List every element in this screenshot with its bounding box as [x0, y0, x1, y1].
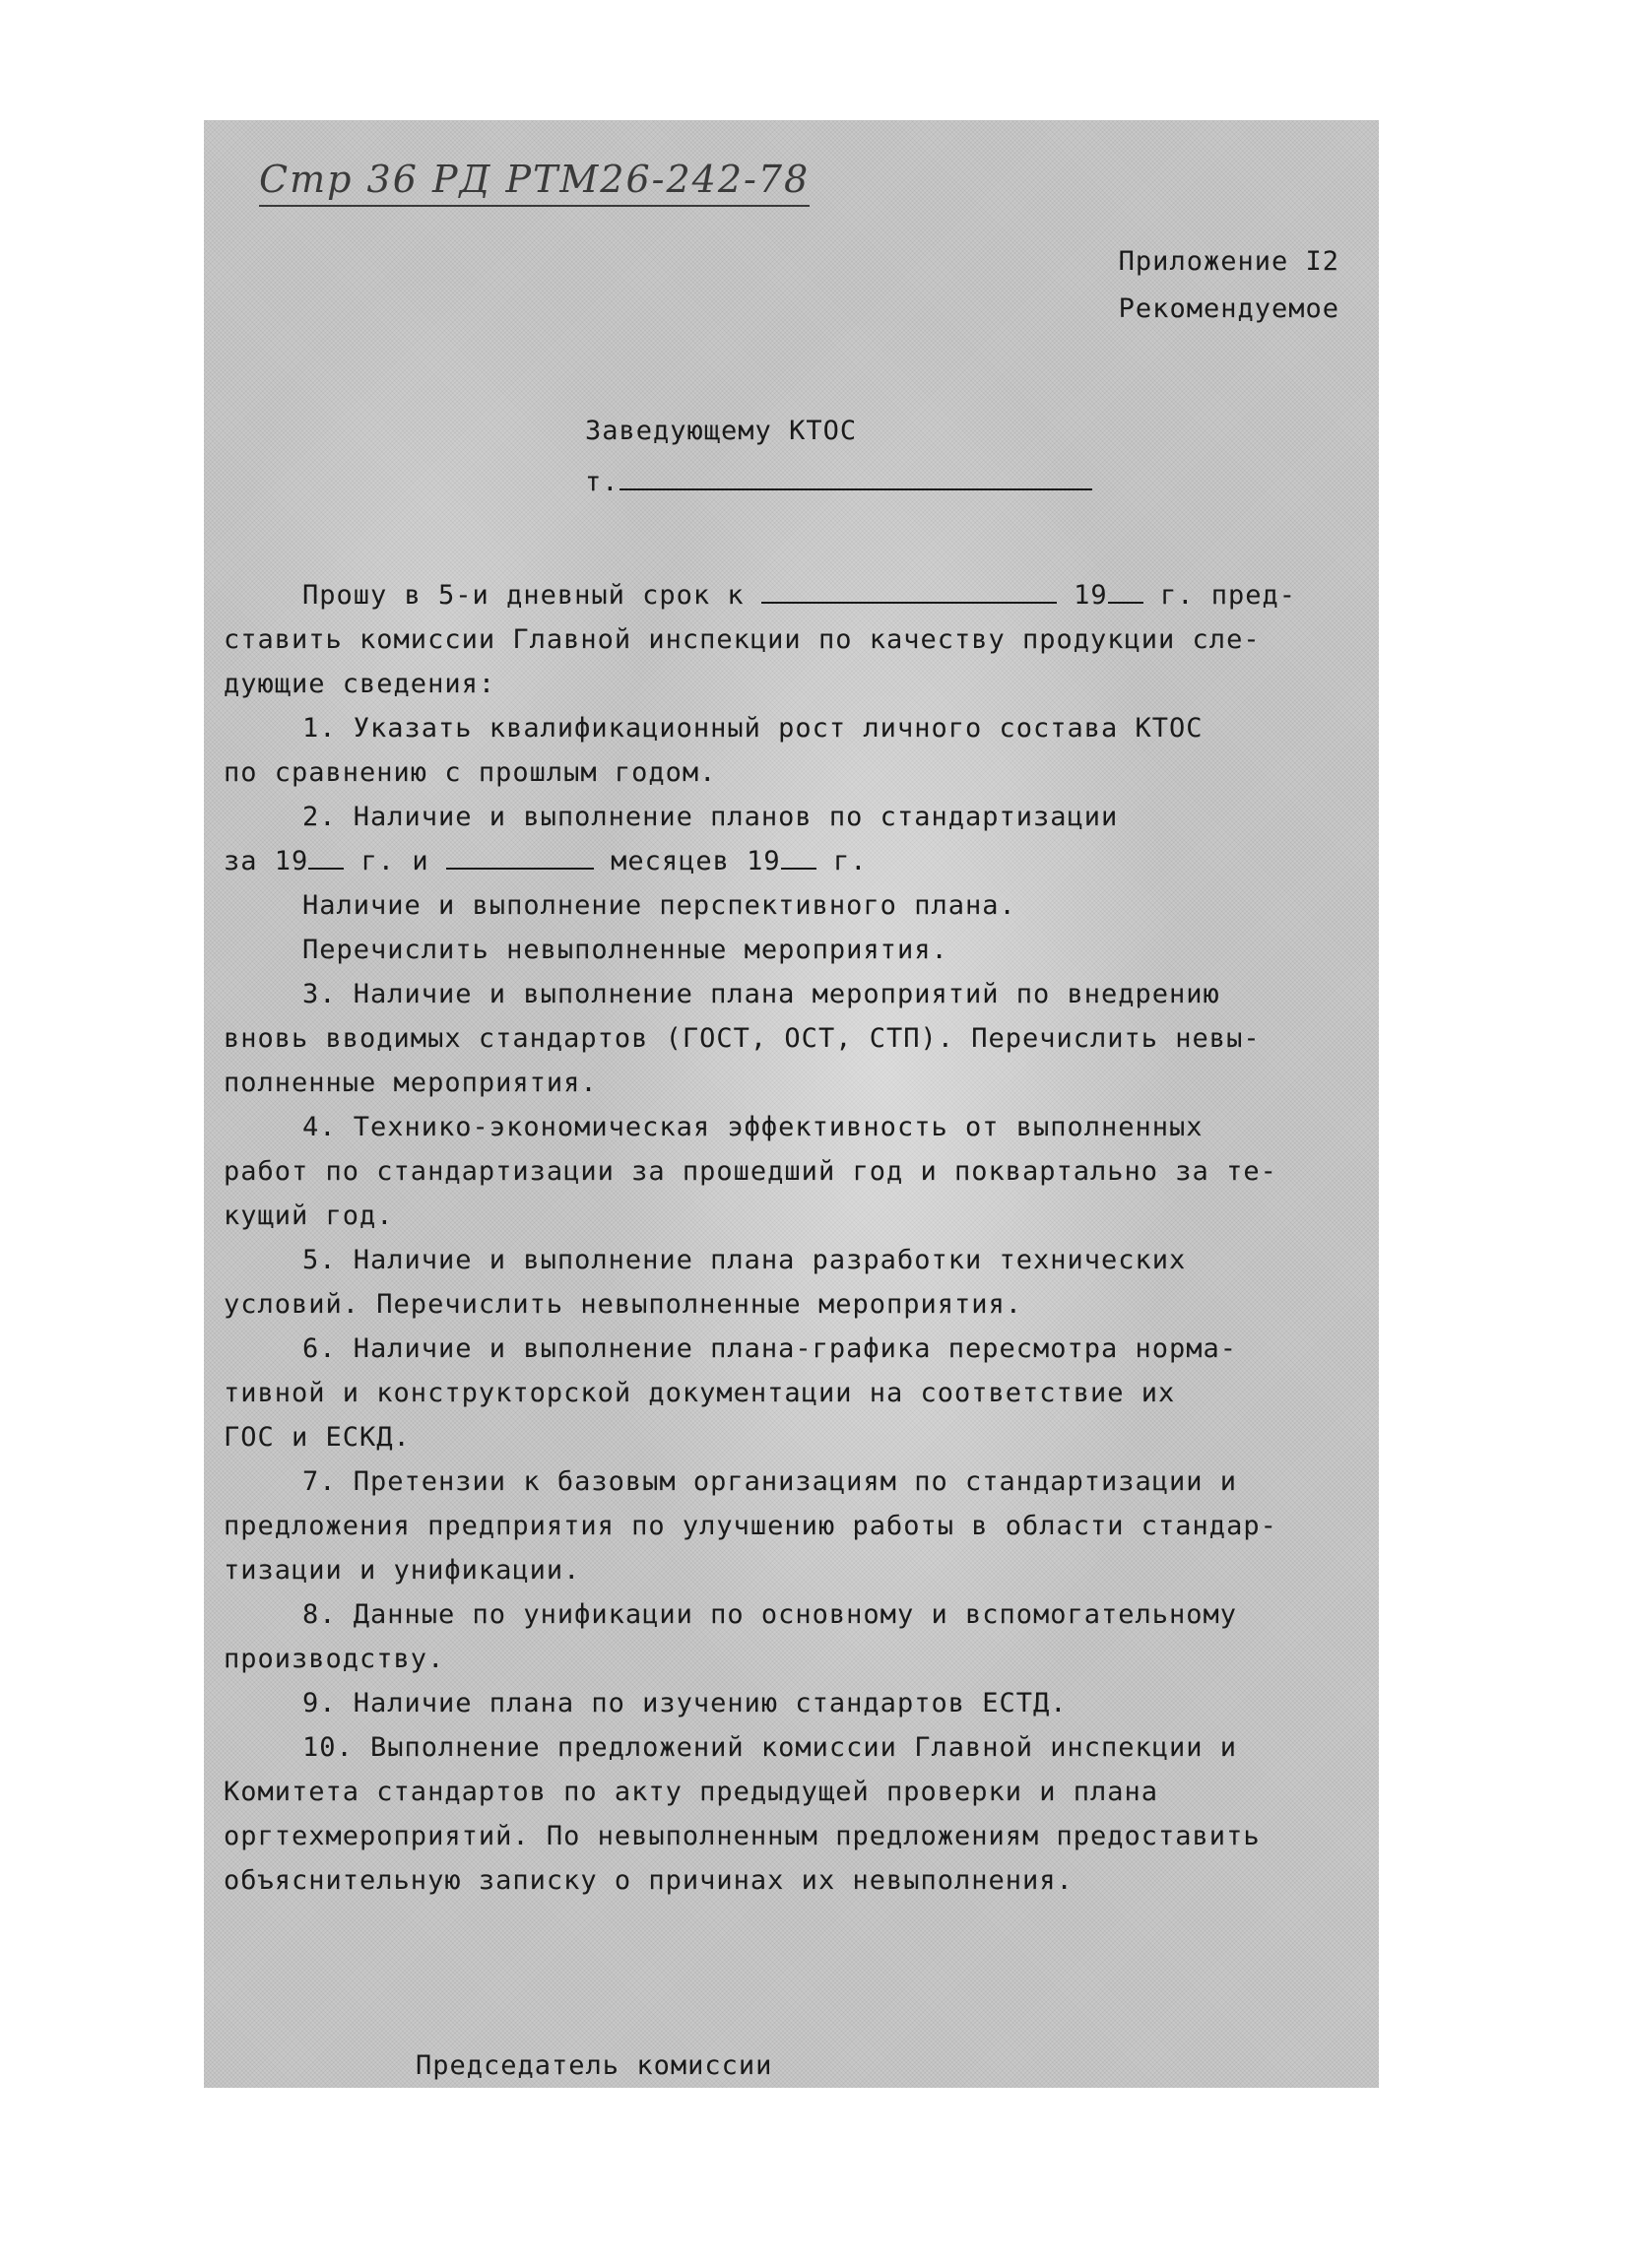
document-page: [204, 120, 1379, 2088]
signature-line: Председатель комиссии: [416, 2050, 773, 2081]
item-8-line: 8. Данные по унификации по основному и вспомогательному: [302, 1599, 1238, 1630]
addressee-title: Заведующему КТОС: [585, 416, 858, 446]
item-2-text: месяцев 19: [611, 846, 781, 876]
item-5-line: 5. Наличие и выполнение плана разработки технических: [302, 1245, 1187, 1275]
months-blank: [446, 846, 594, 870]
item-2-line: Наличие и выполнение перспективного плана.: [302, 890, 1016, 921]
item-6-line: ГОС и ЕСКД.: [224, 1422, 411, 1453]
item-7-line: 7. Претензии к базовым организациям по стандартизации и: [302, 1466, 1238, 1497]
item-1-line: по сравнению с прошлым годом.: [224, 757, 717, 788]
item-2-text: г.: [832, 846, 868, 876]
year-blank: [308, 846, 344, 870]
intro-line: дующие сведения:: [224, 669, 496, 699]
item-2-line: [224, 839, 1366, 883]
item-6-line: тивной и конструкторской документации на соответствие их: [224, 1378, 1176, 1408]
item-4-line: 4. Технико-экономическая эффективность от выполненных: [302, 1112, 1204, 1142]
item-3-line: полненные мероприятия.: [224, 1068, 598, 1098]
item-2-text: г. и: [360, 846, 429, 876]
item-4-line: кущий год.: [224, 1200, 394, 1231]
intro-text-end: г. пред-: [1159, 580, 1296, 611]
item-7-line: предложения предприятия по улучшению работы в области стандар-: [224, 1511, 1277, 1541]
item-4-line: работ по стандартизации за прошедший год и поквартально за те-: [224, 1156, 1277, 1187]
year-blank: [1108, 580, 1143, 604]
item-5-line: условий. Перечислить невыполненные мероприятия.: [224, 1289, 1023, 1320]
item-10-line: оргтехмероприятий. По невыполненным предложениям предоставить: [224, 1821, 1261, 1851]
item-10-line: 10. Выполнение предложений комиссии Главной инспекции и: [302, 1732, 1238, 1763]
addressee-name-prefix: т.: [585, 467, 619, 497]
item-6-line: 6. Наличие и выполнение плана-графика пересмотра норма-: [302, 1333, 1238, 1364]
handwritten-page-reference: Стр 36 РД РТМ26-242-78: [259, 158, 810, 207]
appendix-status: Рекомендуемое: [1118, 293, 1339, 324]
appendix-label: [1119, 238, 1339, 333]
item-10-line: объяснительную записку о причинах их невыполнения.: [224, 1865, 1074, 1896]
date-blank: [761, 580, 1057, 604]
request-body: [224, 573, 1366, 1903]
intro-year: 19: [1074, 580, 1108, 611]
item-9-line: 9. Наличие плана по изучению стандартов ЕСТД.: [302, 1688, 1068, 1718]
addressee-name-blank: [619, 467, 1092, 490]
year-blank: [781, 846, 816, 870]
item-2-line: Перечислить невыполненные мероприятия.: [302, 935, 948, 965]
item-10-line: Комитета стандартов по акту предыдущей проверки и плана: [224, 1777, 1159, 1807]
item-2-text: за 19: [224, 846, 309, 876]
addressee-name-line: [585, 457, 1092, 508]
intro-text: Прошу в 5-и дневный срок к: [302, 580, 745, 611]
item-3-line: 3. Наличие и выполнение плана мероприятий по внедрению: [302, 979, 1220, 1009]
appendix-number: Приложение I2: [1118, 246, 1339, 277]
intro-line: ставить комиссии Главной инспекции по качеству продукции сле-: [224, 624, 1261, 655]
item-7-line: тизации и унификации.: [224, 1555, 581, 1586]
item-3-line: вновь вводимых стандартов (ГОСТ, ОСТ, СТП). Перечислить невы-: [224, 1023, 1261, 1054]
intro-line: [224, 573, 1366, 617]
item-1-line: 1. Указать квалификационный рост личного состава КТОС: [302, 713, 1204, 744]
item-8-line: производству.: [224, 1644, 445, 1674]
addressee-block: [585, 406, 1092, 508]
item-2-line: 2. Наличие и выполнение планов по стандартизации: [302, 802, 1119, 832]
